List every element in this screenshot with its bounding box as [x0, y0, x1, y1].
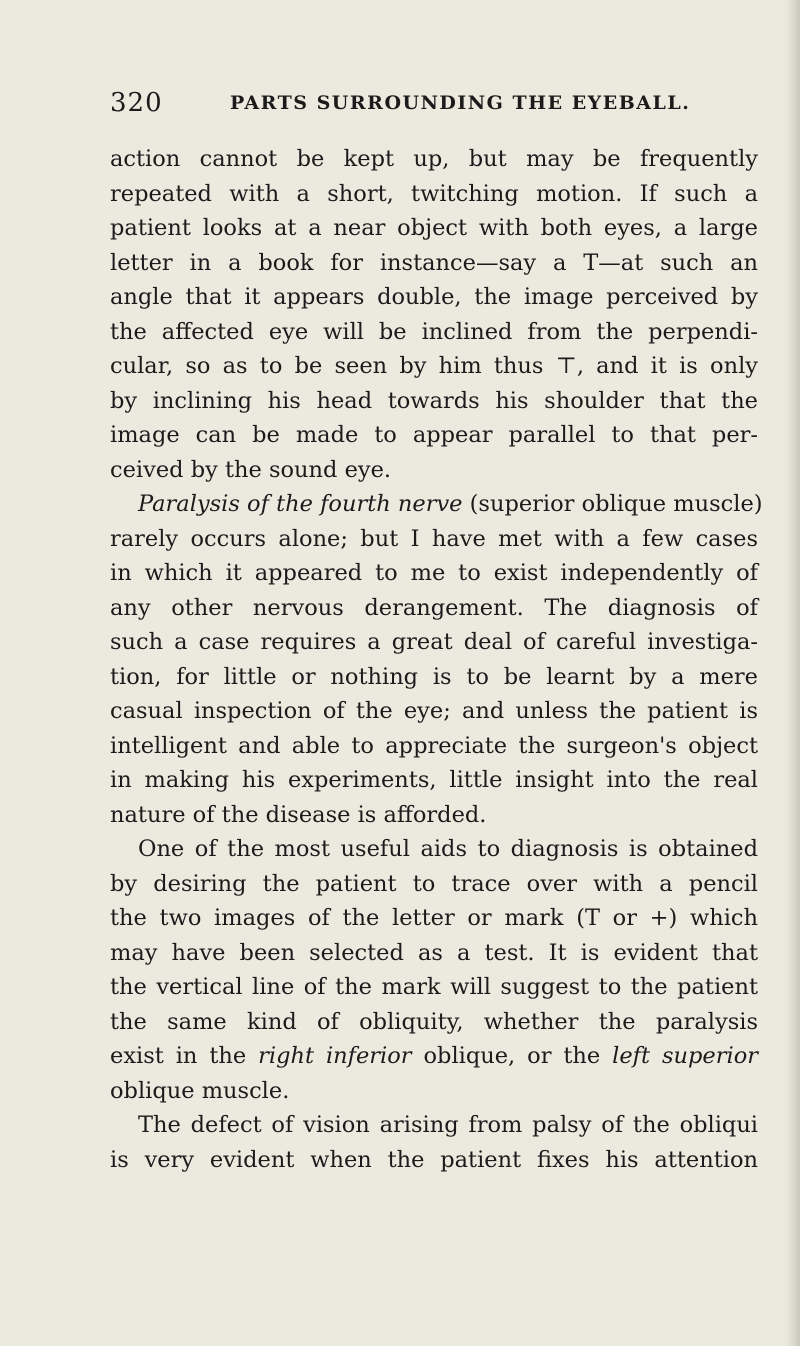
text-line: is very evident when the patient fixes his attention: [110, 1146, 758, 1173]
text-line: the same kind of obliquity, whether the paralysis: [110, 1008, 758, 1035]
text-line: the affected eye will be inclined from the perpendi-: [110, 318, 758, 345]
text-line: image can be made to appear parallel to that per-: [110, 422, 758, 448]
paragraph-start-line: One of the most useful aids to diagnosis is obtained: [138, 836, 758, 862]
page-header: [110, 88, 750, 124]
text-line: in making his experiments, little insight into the real: [110, 767, 758, 793]
paragraph-start-line: The defect of vision arising from palsy of the obliqui: [138, 1112, 758, 1138]
page-number: 320: [110, 88, 163, 118]
text-line: oblique muscle.: [110, 1077, 290, 1104]
body-text: [110, 142, 763, 1177]
text-fragment: (superior oblique muscle): [462, 491, 763, 517]
text-line: action cannot be kept up, but may be frequently: [110, 146, 758, 172]
text-line: the two images of the letter or mark (T or +) which: [110, 905, 758, 931]
text-line: angle that it appears double, the image perceived by: [110, 284, 758, 310]
text-line: rarely occurs alone; but I have met with a few cases: [110, 525, 758, 552]
text-line: intelligent and able to appreciate the surgeon's object: [110, 732, 758, 759]
text-line: nature of the disease is afforded.: [110, 801, 487, 828]
text-line: by inclining his head towards his shoulder that the: [110, 387, 758, 414]
text-line: any other nervous derangement. The diagnosis of: [110, 594, 758, 621]
text-line: in which it appeared to me to exist independently of: [110, 560, 758, 586]
text-line: [110, 1039, 758, 1074]
text-fragment: oblique, or the: [411, 1043, 613, 1069]
text-line: casual inspection of the eye; and unless the patient is: [110, 698, 758, 724]
italic-phrase: right inferior: [258, 1043, 412, 1069]
paragraph-start-line: [110, 487, 763, 522]
text-line: ceived by the sound eye.: [110, 456, 392, 483]
text-line: such a case requires a great deal of careful investiga-: [110, 629, 758, 655]
text-line: cular, so as to be seen by him thus ⊤, and it is only: [110, 353, 758, 379]
italic-phrase: left superior: [612, 1043, 759, 1069]
italic-phrase: Paralysis of the fourth nerve: [138, 491, 463, 517]
text-line: may have been selected as a test. It is evident that: [110, 939, 758, 966]
running-head: PARTS SURROUNDING THE EYEBALL.: [230, 92, 691, 114]
text-line: by desiring the patient to trace over with a pencil: [110, 870, 758, 897]
text-line: letter in a book for instance—say a T—at such an: [110, 249, 758, 276]
page-edge-shadow: [786, 0, 800, 1346]
text-line: patient looks at a near object with both eyes, a large: [110, 215, 758, 241]
text-line: repeated with a short, twitching motion. If such a: [110, 180, 758, 207]
text-fragment: exist in the: [110, 1043, 259, 1069]
text-line: the vertical line of the mark will suggest to the patient: [110, 974, 758, 1000]
text-line: tion, for little or nothing is to be learnt by a mere: [110, 663, 758, 690]
